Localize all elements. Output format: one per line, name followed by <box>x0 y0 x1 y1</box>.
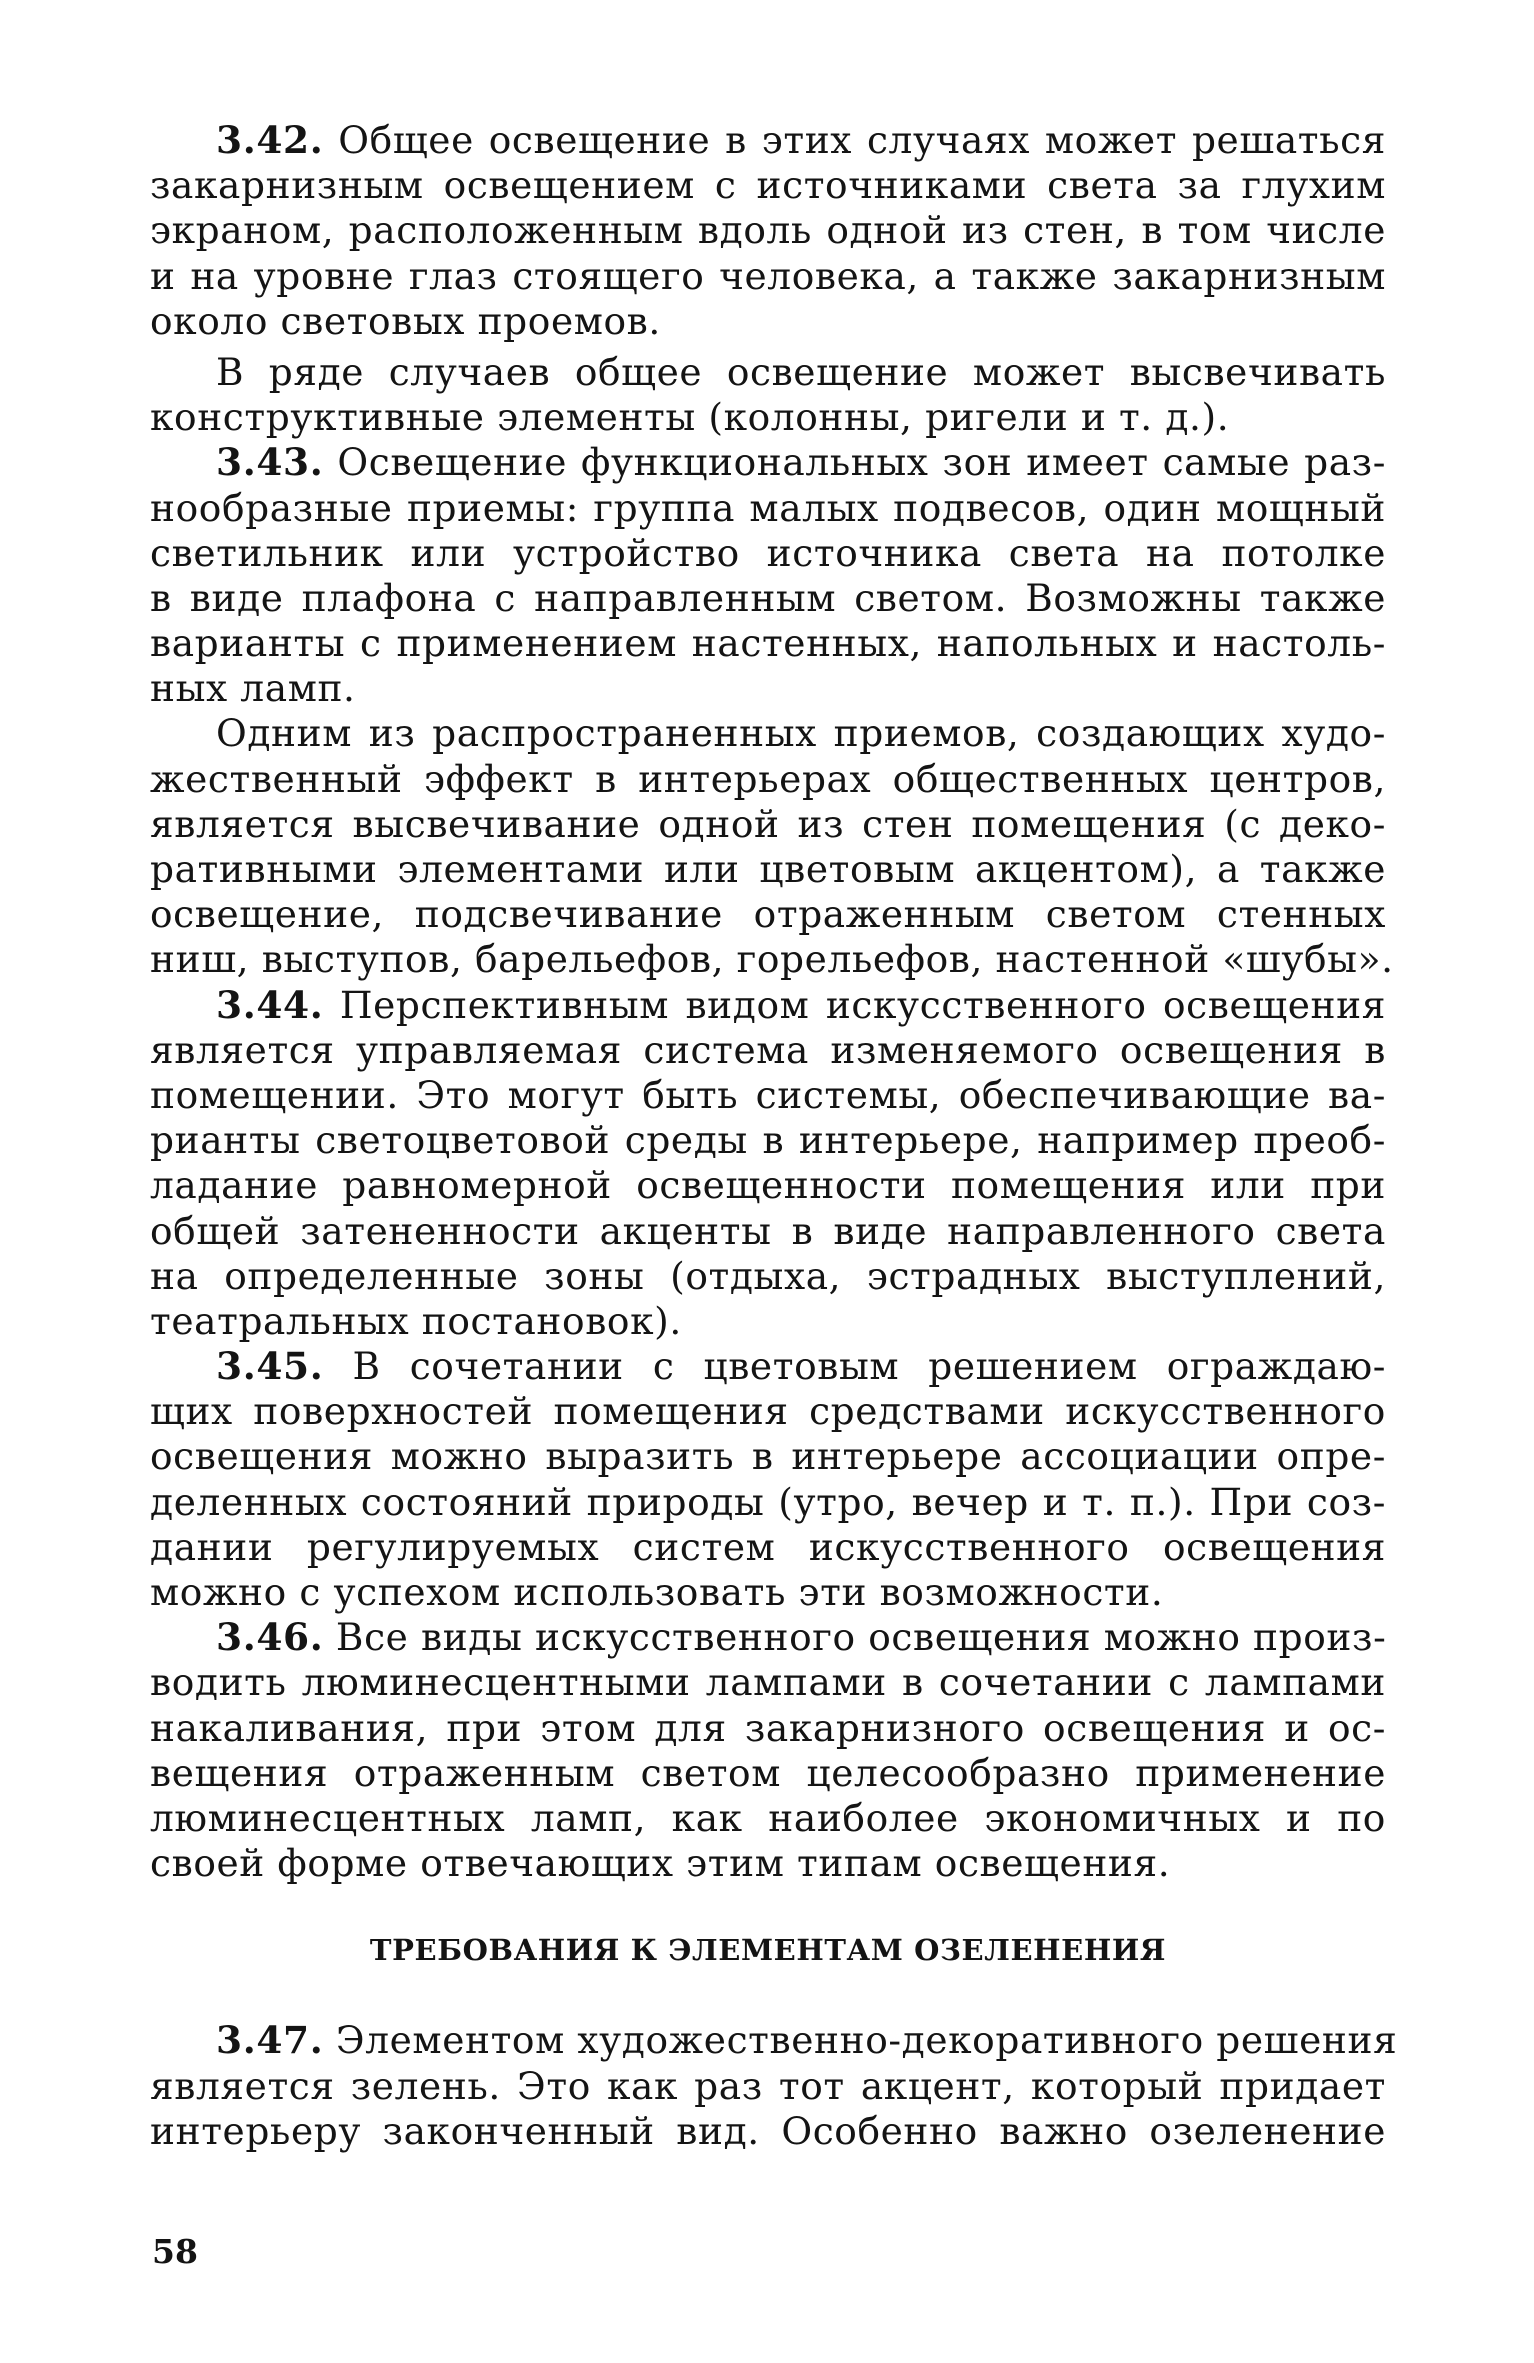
text-line: рианты светоцветовой среды в интерьере, например преоб- <box>150 1118 1386 1163</box>
paragraph-3-42-continued <box>150 350 1386 440</box>
text-line: является управляемая система изменяемого освещения в <box>150 1027 1386 1072</box>
text-line: водить люминесцентными лампами в сочетании с лампами <box>150 1660 1386 1705</box>
paragraph-3-42 <box>150 118 1386 344</box>
text-line: помещении. Это могут быть системы, обеспечивающие ва- <box>150 1072 1386 1117</box>
paragraph-3-44 <box>150 983 1386 1345</box>
text-line: своей форме отвечающих этим типам освещения. <box>150 1841 1171 1886</box>
text-line: ных ламп. <box>150 666 356 711</box>
text-line: конструктивные элементы (колонны, ригели и т. д.). <box>150 395 1230 440</box>
text-line: 3.46. Все виды искусственного освещения можно произ- <box>216 1615 1387 1660</box>
paragraph-number: 3.46. <box>216 1615 324 1660</box>
text-line: около световых проемов. <box>150 298 661 343</box>
paragraph-number: 3.47. <box>216 2018 324 2063</box>
paragraph-3-43 <box>150 440 1386 711</box>
text-line: и на уровне глаз стоящего человека, а также закарнизным <box>150 253 1386 298</box>
text-line: 3.42. Общее освещение в этих случаях может решаться <box>216 118 1386 162</box>
text-line: в виде плафона с направленным светом. Возможны также <box>150 575 1386 620</box>
paragraph-3-43-continued <box>150 711 1394 982</box>
text-line: деленных состояний природы (утро, вечер и т. п.). При соз- <box>150 1479 1386 1524</box>
text-line: ладание равномерной освещенности помещения или при <box>150 1163 1386 1208</box>
text-line: экраном, расположенным вдоль одной из стен, в том числе <box>150 208 1386 253</box>
paragraph-3-46 <box>150 1615 1386 1886</box>
text-line: является высвечивание одной из стен помещения (с деко- <box>150 801 1386 846</box>
page-number: 58 <box>152 2232 198 2271</box>
text-line: 3.44. Перспективным видом искусственного освещения <box>216 982 1386 1027</box>
text-line: можно с успехом использовать эти возможности. <box>150 1570 1164 1614</box>
paragraph-3-47 <box>150 2018 1398 2154</box>
text-line: нообразные приемы: группа малых подвесов, один мощный <box>150 485 1386 530</box>
text-line: общей затененности акценты в виде направленного света <box>150 1208 1386 1253</box>
text-line: ниш, выступов, барельефов, горельефов, настенной «шубы». <box>150 937 1394 982</box>
page-body <box>150 118 1398 2154</box>
paragraph-number: 3.43. <box>216 440 324 485</box>
paragraph-number: 3.44. <box>216 982 324 1027</box>
text-line: жественный эффект в интерьерах общественных центров, <box>150 756 1386 801</box>
text-line: 3.43. Освещение функциональных зон имеет самые раз- <box>216 440 1386 485</box>
text-line: вещения отраженным светом целесообразно применение <box>150 1750 1386 1795</box>
paragraph-number: 3.45. <box>216 1344 324 1389</box>
text-line: освещения можно выразить в интерьере ассоциации опре- <box>150 1434 1386 1479</box>
text-line: Одним из распространенных приемов, создающих худо- <box>216 711 1386 756</box>
text-line: театральных постановок). <box>150 1298 682 1343</box>
text-line: светильник или устройство источника света на потолке <box>150 530 1386 575</box>
text-line: на определенные зоны (отдыха, эстрадных выступлений, <box>150 1253 1386 1298</box>
text-line: ративными элементами или цветовым акцентом), а также <box>150 847 1386 891</box>
text-line: интерьеру законченный вид. Особенно важно озеленение <box>150 2108 1386 2153</box>
text-line: варианты с применением настенных, напольных и настоль- <box>150 621 1386 666</box>
text-line: дании регулируемых систем искусственного освещения <box>150 1524 1386 1569</box>
text-line: люминесцентных ламп, как наиболее экономичных и по <box>150 1795 1386 1840</box>
text-line: щих поверхностей помещения средствами искусственного <box>150 1389 1386 1434</box>
paragraph-3-45 <box>150 1344 1386 1615</box>
text-line: освещение, подсвечивание отраженным светом стенных <box>150 892 1386 937</box>
text-line: закарнизным освещением с источниками света за глухим <box>150 163 1386 208</box>
text-line: В ряде случаев общее освещение может высвечивать <box>216 349 1386 394</box>
text-line: является зелень. Это как раз тот акцент, который придает <box>150 2063 1386 2108</box>
text-line: накаливания, при этом для закарнизного освещения и ос- <box>150 1705 1386 1750</box>
text-line: 3.47. Элементом художественно-декоративного решения <box>216 2018 1398 2063</box>
section-heading: ТРЕБОВАНИЯ К ЭЛЕМЕНТАМ ОЗЕЛЕНЕНИЯ <box>369 1933 1167 1968</box>
text-line: 3.45. В сочетании с цветовым решением ограждаю- <box>216 1344 1386 1389</box>
paragraph-number: 3.42. <box>216 118 324 162</box>
